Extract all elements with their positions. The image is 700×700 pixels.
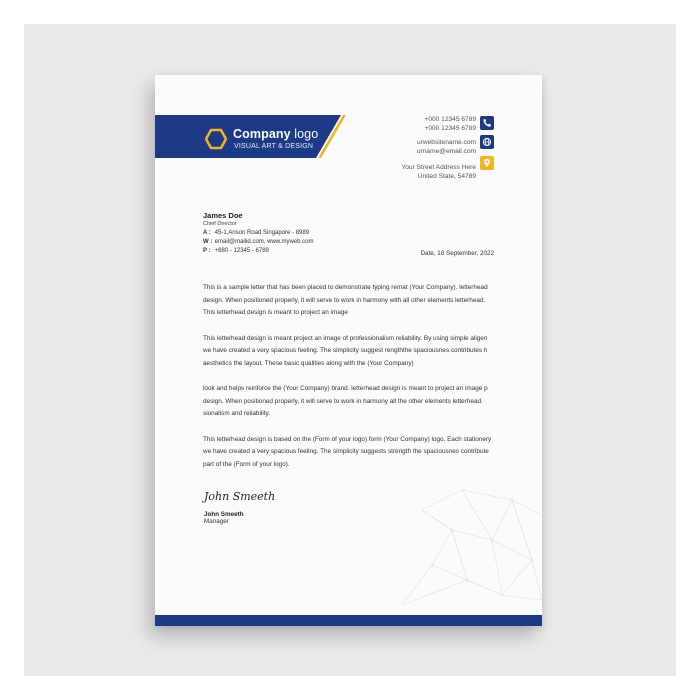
- signatory-role: Manager: [204, 518, 229, 525]
- paragraph-line: This letterhead design is meant project an image of professionalism reliability. By using simple aligen: [203, 334, 488, 342]
- letterhead-sheet: [155, 75, 542, 626]
- paragraph-3: [203, 383, 503, 421]
- paragraph-line: design. When positioned properly, it will serve to work in harmony with all other elements letterhead.: [203, 296, 486, 304]
- sender-name: James Doe: [203, 211, 243, 220]
- sender-phone: +880 - 12345 - 6789: [214, 248, 269, 254]
- web-label: W :: [203, 239, 213, 245]
- signatory-name: John Smeeth: [204, 511, 244, 518]
- paragraph-1: [203, 282, 503, 320]
- sender-title: Chief Director: [203, 221, 237, 227]
- contact-block: [286, 115, 476, 181]
- paragraph-line: This letterhead design is meant to project an image: [203, 309, 348, 316]
- company-name-bold: Company: [233, 127, 291, 141]
- sender-web-row: [203, 239, 313, 245]
- paragraph-line: This letterhead design is based on the (Form of your logo) form (Your Company) logo. Each stationery: [203, 435, 492, 443]
- contact-website: urwebsitename.com: [416, 139, 476, 146]
- contact-address-line-1: Your Street Address Here: [401, 164, 476, 171]
- globe-icon: [480, 135, 494, 149]
- paragraph-4: [203, 434, 503, 472]
- letter-body: [203, 282, 503, 484]
- sender-address-row: [203, 230, 313, 236]
- hexagon-logo-icon: [205, 128, 227, 150]
- sender-web: email@mailid.com, www.myweb.com: [214, 239, 314, 245]
- phone-label: P :: [203, 248, 211, 254]
- sender-phone-row: [203, 248, 313, 254]
- contact-address-line-2: United State, 54789: [417, 173, 476, 180]
- address-label: A :: [203, 230, 211, 236]
- sender-block: [203, 211, 313, 254]
- paragraph-line: part of the (Form of your logo).: [203, 460, 290, 468]
- contact-phone-1: +000 12345 6789: [424, 116, 476, 123]
- contact-phone-2: +000 12345 6789: [424, 125, 476, 132]
- location-pin-icon: [480, 156, 494, 170]
- decorative-mesh: [392, 470, 542, 610]
- paragraph-2: [203, 333, 503, 371]
- paragraph-line: design. When positioned properly, it will serve to work in harmony all the other elements letterhead.: [203, 397, 483, 405]
- phone-icon: [480, 116, 494, 130]
- paragraph-line: aesthetics the layout. These basic qualities along with the (Your Company): [203, 359, 414, 367]
- footer-band: [155, 615, 542, 626]
- paragraph-line: we have created a very spacious feeling. The simplicity suggest rengththe spaciousnes contributes h: [203, 347, 488, 354]
- company-name-light: logo: [290, 127, 319, 141]
- handwritten-signature: John Smeeth: [204, 490, 276, 503]
- letter-date: Date, 10 September, 2022: [420, 250, 494, 257]
- paragraph-line: This is a sample letter that has been placed to demonstrate typing remat (Your Company). letterhead: [203, 284, 488, 291]
- paragraph-line: we have created a very spacious feeling. The simplicity suggests strength the spaciousnes contribute: [203, 448, 489, 455]
- paragraph-line: look and helps reinforce the (Your Company) brand. letterhead design is meant to project an image p: [203, 385, 488, 392]
- paragraph-line: sionalism and reliability.: [203, 410, 271, 417]
- company-tagline: VISUAL ART & DESIGN: [234, 143, 314, 150]
- contact-email: urname@email.com: [416, 148, 476, 155]
- sender-address: 45-1,Anson Road Singapore - 8989: [214, 230, 310, 236]
